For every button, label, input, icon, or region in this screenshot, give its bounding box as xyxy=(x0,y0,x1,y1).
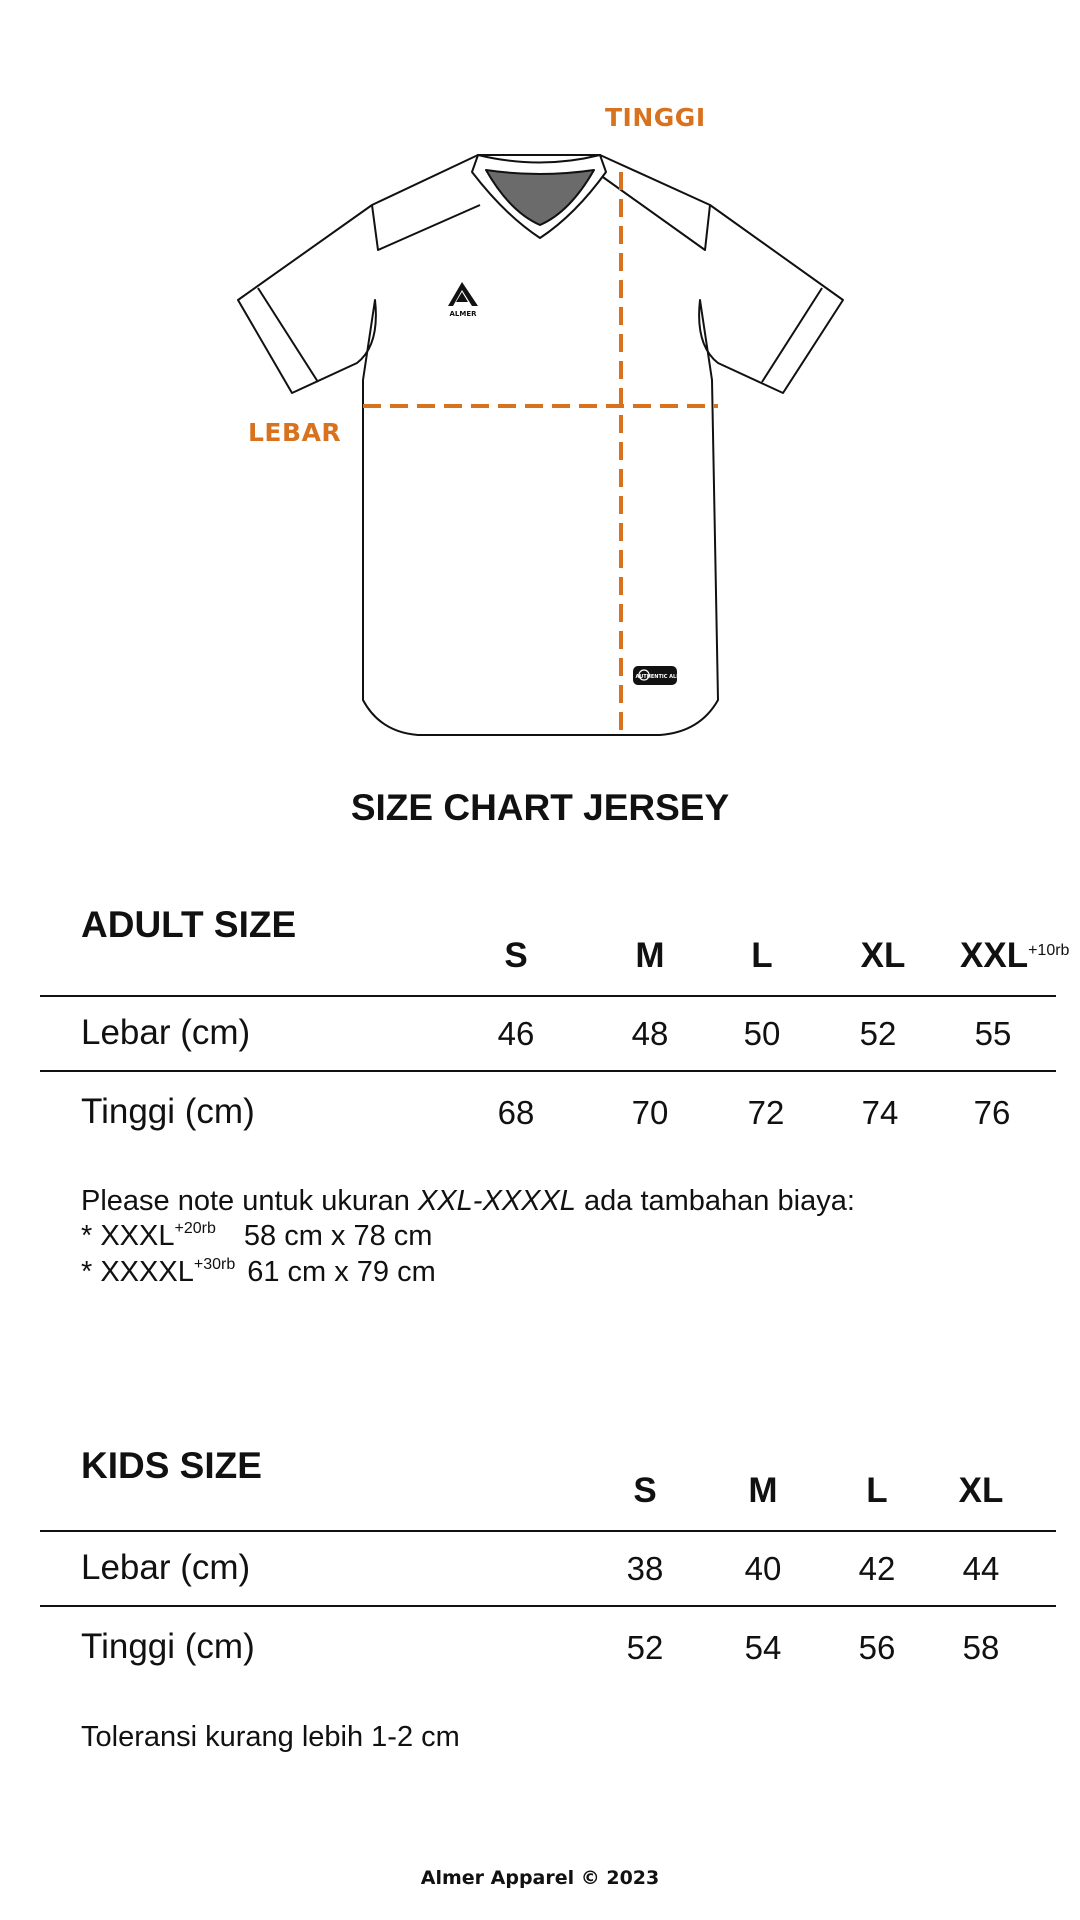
adult-lebar-xl: 52 xyxy=(859,1015,897,1052)
tolerance-note: Toleransi kurang lebih 1-2 cm xyxy=(81,1721,460,1753)
adult-section-title: ADULT SIZE xyxy=(81,904,297,945)
adult-size-xl: XL xyxy=(860,936,906,975)
adult-tinggi-xxl: 76 xyxy=(973,1094,1011,1131)
adult-lebar-l: 50 xyxy=(743,1015,781,1052)
adult-tinggi-xl: 74 xyxy=(861,1094,899,1131)
surcharge-item-xxxxl: * $XXXXL^{+30rb}$ 61 cm x 79 cm xyxy=(81,1256,436,1288)
svg-text:AUTHENTIC ALMER: AUTHENTIC ALMER xyxy=(635,674,689,680)
kids-row-lebar-label: Lebar (cm) xyxy=(81,1548,251,1587)
adult-row-tinggi-label: Tinggi (cm) xyxy=(81,1092,255,1131)
kids-size-xl: XL xyxy=(958,1471,1004,1510)
surcharge-item-xxxl: * $XXXL^{+20rb}$ 58 cm x 78 cm xyxy=(81,1220,433,1252)
adult-tinggi-s: 68 xyxy=(497,1094,535,1131)
kids-tinggi-m: 54 xyxy=(744,1629,782,1666)
kids-size-m: M xyxy=(748,1471,778,1510)
kids-tinggi-xl: 58 xyxy=(962,1629,1000,1666)
kids-lebar-m: 40 xyxy=(744,1550,782,1587)
xxl-surcharge: +10rb xyxy=(1028,942,1070,959)
kids-lebar-s: 38 xyxy=(626,1550,664,1587)
adult-size-l: L xyxy=(751,936,773,975)
lebar-label: LEBAR xyxy=(248,418,342,447)
kids-section-title: KIDS SIZE xyxy=(81,1445,262,1486)
kids-row-divider xyxy=(40,1605,1056,1607)
kids-header-divider xyxy=(40,1530,1056,1532)
adult-header-divider xyxy=(40,995,1056,997)
adult-size-m: M xyxy=(635,936,665,975)
adult-row-divider xyxy=(40,1070,1056,1072)
adult-size-xxl: $XXL^{+10rb}$ xyxy=(960,936,1070,975)
adult-row-lebar-label: Lebar (cm) xyxy=(81,1013,251,1052)
kids-row-tinggi-label: Tinggi (cm) xyxy=(81,1627,255,1666)
adult-tinggi-m: 70 xyxy=(631,1094,669,1131)
kids-lebar-l: 42 xyxy=(858,1550,896,1587)
adult-lebar-s: 46 xyxy=(497,1015,535,1052)
kids-tinggi-l: 56 xyxy=(858,1629,896,1666)
footer-copyright: Almer Apparel © 2023 xyxy=(420,1867,660,1889)
kids-size-l: L xyxy=(866,1471,888,1510)
adult-lebar-xxl: 55 xyxy=(974,1015,1012,1052)
tinggi-label: TINGGI xyxy=(605,103,706,132)
svg-text:ALMER: ALMER xyxy=(449,310,477,318)
adult-size-s: S xyxy=(504,936,528,975)
jersey-diagram xyxy=(0,0,1080,760)
kids-size-s: S xyxy=(633,1471,657,1510)
kids-tinggi-s: 52 xyxy=(626,1629,664,1666)
surcharge-note: Please note untuk ukuran XXL-XXXXL ada tambahan biaya: xyxy=(81,1185,855,1217)
kids-lebar-xl: 44 xyxy=(962,1550,1000,1587)
page-title: SIZE CHART JERSEY xyxy=(350,787,730,828)
adult-lebar-m: 48 xyxy=(631,1015,669,1052)
adult-tinggi-l: 72 xyxy=(747,1094,785,1131)
